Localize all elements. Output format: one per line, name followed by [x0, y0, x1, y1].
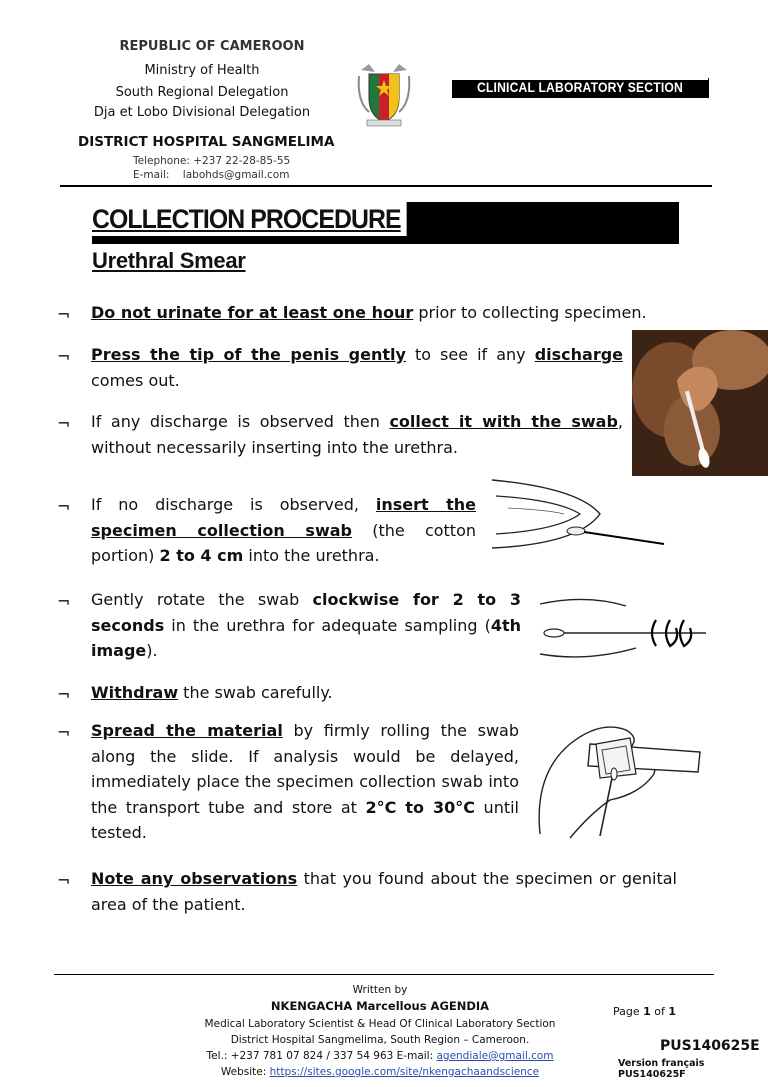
procedure-subtitle: Urethral Smear	[92, 248, 246, 273]
bullet-icon: ¬	[57, 414, 71, 433]
procedure-title-bar	[92, 202, 679, 244]
step-5-bold: clockwise for 2 to 3 seconds	[91, 590, 521, 635]
page-number	[613, 1005, 676, 1018]
step-5-text-2: in the urethra for adequate sampling (	[164, 615, 491, 635]
bullet-icon: ¬	[57, 497, 71, 516]
author-contact	[180, 1048, 580, 1064]
website-prefix: Website:	[220, 1066, 270, 1078]
step-6-text: the swab carefully.	[178, 683, 333, 702]
author-email-link[interactable]: agendiale@gmail.com	[436, 1050, 554, 1062]
republic-heading: REPUBLIC OF CAMEROON	[119, 39, 305, 54]
regional-delegation: South Regional Delegation	[115, 85, 289, 100]
step-6-bold: Withdraw	[91, 683, 179, 702]
slide-smear-diagram-icon	[530, 714, 710, 842]
document-code: PUS140625E	[660, 1038, 760, 1054]
french-version-code: Version français PUS140625F	[618, 1058, 705, 1080]
step-5-text: Gently rotate the swab	[91, 590, 313, 609]
step-3-text-2: , without necessarily inserting into the urethra.	[91, 412, 624, 457]
step-2	[91, 342, 623, 393]
bullet-icon: ¬	[57, 592, 71, 611]
step-1-bold: Do not urinate for at least one hour	[91, 303, 414, 322]
bullet-icon: ¬	[57, 305, 71, 324]
coat-of-arms-icon	[355, 62, 413, 128]
bullet-icon: ¬	[57, 871, 71, 890]
hospital-contact	[133, 154, 290, 182]
contact-tel: Tel.: +237 781 07 824 / 337 54 963 E-mail:	[206, 1050, 437, 1062]
website-link[interactable]: https://sites.google.com/site/nkengachaandscience	[269, 1066, 540, 1078]
written-by: Written by	[352, 984, 408, 996]
step-7-text-2: until tested.	[91, 797, 519, 842]
step-8	[91, 866, 677, 917]
penis-tip-photo-icon	[632, 330, 768, 476]
step-5-bold-2: 4th image	[91, 615, 521, 660]
step-8-bold: Note any observations	[91, 869, 298, 888]
email-line: E-mail: labohds@gmail.com	[133, 169, 290, 181]
step-4-text-3: into the urethra.	[243, 546, 380, 565]
step-2-text-2: comes out.	[91, 370, 180, 390]
step-4-text: If no discharge is observed,	[91, 495, 376, 514]
page-of: of	[650, 1005, 669, 1018]
author-role: Medical Laboratory Scientist & Head Of Clinical Laboratory Section	[204, 1018, 556, 1030]
divisional-delegation: Dja et Lobo Divisional Delegation	[93, 105, 311, 120]
swab-insertion-diagram-icon	[488, 474, 668, 552]
header-divider	[60, 185, 712, 187]
page-total: 1	[668, 1005, 677, 1018]
bullet-icon: ¬	[57, 347, 71, 366]
step-3	[91, 409, 623, 460]
step-5-text-3: ).	[146, 641, 158, 660]
author-name: NKENGACHA Marcellous AGENDIA	[270, 999, 490, 1013]
bullet-icon: ¬	[57, 723, 71, 742]
step-5	[91, 587, 521, 664]
step-3-text: If any discharge is observed then	[91, 412, 390, 431]
step-8-text: that you found about the specimen or genital area of the patient.	[91, 869, 677, 914]
step-4-bold: insert the specimen collection swab	[91, 495, 476, 540]
procedure-title: COLLECTION PROCEDURE	[92, 202, 406, 236]
step-4-bold-2: 2 to 4 cm	[159, 546, 244, 565]
step-2-bold-2: discharge	[534, 345, 624, 364]
swab-rotation-diagram-icon	[536, 588, 726, 668]
step-7	[91, 718, 519, 846]
ministry-line: Ministry of Health	[144, 63, 260, 78]
author-address: District Hospital Sangmelima, South Region – Cameroon.	[230, 1034, 530, 1046]
step-4-text-2: (the cotton portion)	[91, 520, 476, 565]
author-website	[180, 1064, 580, 1080]
step-6	[91, 680, 591, 706]
step-2-bold: Press the tip of the penis gently	[91, 345, 406, 364]
step-1-text: prior to collecting specimen.	[413, 303, 647, 322]
step-1	[91, 300, 681, 326]
footer-divider	[54, 974, 714, 975]
step-3-bold: collect it with the swab	[389, 412, 618, 431]
step-7-text: by firmly rolling the swab along the slide. If analysis would be delayed, immediately place the specimen collection swab into the transport tube and store at	[91, 721, 519, 817]
telephone-line: Telephone: +237 22-28-85-55	[133, 155, 291, 167]
step-4	[91, 492, 476, 569]
step-2-text: to see if any	[405, 345, 535, 364]
hospital-name: DISTRICT HOSPITAL SANGMELIMA	[78, 134, 335, 150]
page-current: 1	[643, 1005, 651, 1018]
page-label: Page	[613, 1005, 644, 1018]
section-label: CLINICAL LABORATORY SECTION	[476, 80, 684, 95]
step-7-bold-2: 2°C to 30°C	[365, 797, 476, 817]
section-banner	[452, 78, 709, 98]
bullet-icon: ¬	[57, 685, 71, 704]
step-7-bold: Spread the material	[91, 721, 283, 740]
